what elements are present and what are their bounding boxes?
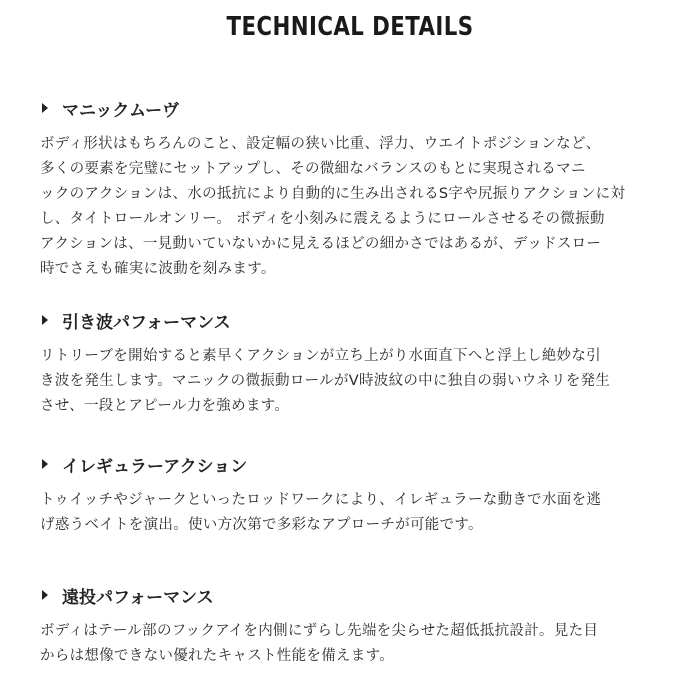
body-line: からは想像できない優れたキャスト性能を備えます。: [40, 648, 395, 664]
body-line: リトリーブを開始すると素早くアクションが立ち上がり水面直下へと浮上し絶妙な引: [40, 348, 601, 364]
section-body: [40, 488, 680, 538]
section-heading: [40, 452, 680, 476]
body-line: ックのアクションは、水の抵抗により自動的に生み出されるS字や尻振りアクションに対: [40, 186, 626, 202]
section-heading: [40, 96, 680, 120]
arrow-right-icon: [42, 103, 48, 113]
section-heading-text: マニックムーヴ: [62, 100, 180, 121]
section-casting-performance: [40, 583, 680, 669]
section-manic-move: [40, 96, 680, 282]
body-line: アクションは、一見動いていないかに見えるほどの細かさではあるが、デッドスロー: [40, 236, 602, 252]
body-line: ボディ形状はもちろんのこと、設定幅の狭い比重、浮力、ウエイトポジションなど、: [40, 136, 601, 152]
body-line: 時でさえも確実に波動を刻みます。: [40, 261, 276, 277]
body-line: し、タイトロールオンリー。 ボディを小刻みに震えるようにロールさせるその微振動: [40, 211, 605, 227]
section-body: [40, 344, 680, 419]
section-wake-performance: [40, 308, 680, 419]
body-line: き波を発生します。マニックの微振動ロールがV時波紋の中に独自の弱いウネリを発生: [40, 373, 611, 389]
body-line: させ、一段とアピール力を強めます。: [40, 398, 290, 414]
page-title: TECHNICAL DETAILS: [226, 12, 474, 42]
body-line: トゥイッチやジャークといったロッドワークにより、イレギュラーな動きで水面を逃: [40, 492, 602, 508]
section-heading-text: イレギュラーアクション: [62, 456, 248, 477]
arrow-right-icon: [42, 590, 48, 600]
body-line: ボディはテール部のフックアイを内側にずらし先端を尖らせた超低抵抗設計。見た目: [40, 623, 599, 639]
body-line: 多くの要素を完璧にセットアップし、その微細なバランスのもとに実現されるマニ: [40, 161, 586, 177]
section-heading: [40, 308, 680, 332]
section-irregular-action: [40, 452, 680, 538]
section-heading-text: 引き波パフォーマンス: [62, 312, 231, 333]
body-line: げ惑うベイトを演出。使い方次第で多彩なアプローチが可能です。: [40, 517, 483, 533]
section-body: [40, 132, 680, 282]
section-body: [40, 619, 680, 669]
arrow-right-icon: [42, 459, 48, 469]
section-heading-text: 遠投パフォーマンス: [62, 587, 214, 608]
section-heading: [40, 583, 680, 607]
arrow-right-icon: [42, 315, 48, 325]
